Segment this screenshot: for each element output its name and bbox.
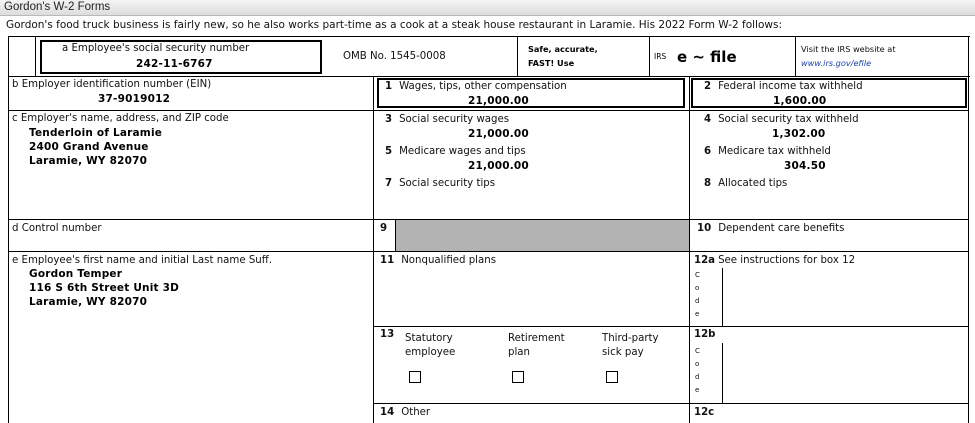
code-letter: C <box>695 347 700 355</box>
box-b-value: 37-9019012 <box>98 93 171 105</box>
window-title: Gordon's W-2 Forms <box>4 1 111 13</box>
code-letter: d <box>695 297 700 305</box>
box-1-label <box>385 81 567 92</box>
box-12b-label <box>694 329 722 340</box>
box-2-value: 1,600.00 <box>773 95 827 107</box>
visit-text <box>801 42 896 70</box>
box-b-label: b Employer identification number (EIN) <box>12 79 212 90</box>
box-8-label <box>704 178 787 189</box>
box-4-value: 1,302.00 <box>772 128 826 140</box>
box-8-num: 8 <box>704 178 712 189</box>
box-12b-num: 12b <box>694 329 716 340</box>
box-12a-code-column <box>689 269 717 321</box>
box-9-label <box>380 223 394 234</box>
employer-city: Laramie, WY 82070 <box>29 155 148 167</box>
box-6-label <box>704 146 831 157</box>
retirement-label: Retirement plan <box>508 333 565 358</box>
employer-address <box>29 126 162 168</box>
box-3-label <box>385 114 509 125</box>
efile-logo: e ~ file <box>677 48 737 66</box>
box-11-label <box>380 255 496 266</box>
box-6-num: 6 <box>704 146 712 157</box>
box-12c-label <box>694 407 721 418</box>
box-a-label: a Employee's social security number <box>62 43 250 54</box>
box-10-num: 10 <box>697 223 712 234</box>
code-letter: o <box>695 284 700 292</box>
box-12b-code-column <box>689 345 717 397</box>
employer-name: Tenderloin of Laramie <box>29 127 163 139</box>
box-12c-num: 12c <box>694 407 715 418</box>
box-9-shaded <box>395 220 689 251</box>
employee-address <box>29 267 179 309</box>
box-2-text: Federal income tax withheld <box>718 81 863 92</box>
box-9-num: 9 <box>380 223 388 234</box>
third-party-sick-pay-checkbox[interactable] <box>606 371 618 383</box>
visit-line-1: Visit the IRS website at <box>801 44 896 54</box>
box-e-label: e Employee's first name and initial Last name Suff. <box>12 255 273 266</box>
box-12a-text: See instructions for box 12 <box>718 255 856 266</box>
statutory-label: Statutory employee <box>405 333 456 358</box>
box-10-text: Dependent care benefits <box>718 223 845 234</box>
statutory-employee-checkbox[interactable] <box>409 371 421 383</box>
box-12a-label <box>694 255 855 266</box>
box-4-label <box>704 114 859 125</box>
box-1-num: 1 <box>385 81 393 92</box>
box-1-text: Wages, tips, other compensation <box>399 81 567 92</box>
code-letter: e <box>695 386 700 394</box>
omb-number: OMB No. 1545-0008 <box>343 51 446 62</box>
box-13-num: 13 <box>380 329 395 340</box>
irs-small: IRS <box>654 52 667 61</box>
box-7-num: 7 <box>385 178 393 189</box>
box-3-text: Social security wages <box>399 114 510 125</box>
box-11-num: 11 <box>380 255 395 266</box>
code-letter: e <box>695 310 700 318</box>
box-2-num: 2 <box>704 81 712 92</box>
box-6-value: 304.50 <box>784 160 826 172</box>
box-4-text: Social security tax withheld <box>718 114 859 125</box>
employee-name: Gordon Temper <box>29 268 123 280</box>
box-2-label <box>704 81 863 92</box>
box-5-label <box>385 146 526 157</box>
box-3-value: 21,000.00 <box>468 128 529 140</box>
box-d-label: d Control number <box>12 223 102 234</box>
box-5-num: 5 <box>385 146 393 157</box>
box-14-text: Other <box>401 407 431 418</box>
window-title-bar <box>0 0 975 16</box>
code-letter: d <box>695 373 700 381</box>
box-7-text: Social security tips <box>399 178 496 189</box>
w2-form <box>0 36 975 423</box>
box-14-label <box>380 407 430 418</box>
irs-efile-link[interactable]: www.irs.gov/efile <box>801 58 872 68</box>
third-party-label: Third-party sick pay <box>602 333 659 358</box>
employee-city: Laramie, WY 82070 <box>29 296 148 308</box>
box-6-text: Medicare tax withheld <box>718 146 831 157</box>
code-letter: o <box>695 360 700 368</box>
retirement-plan-checkbox[interactable] <box>512 371 524 383</box>
box-5-value: 21,000.00 <box>468 160 529 172</box>
box-11-text: Nonqualified plans <box>401 255 497 266</box>
box-c-label: c Employer's name, address, and ZIP code <box>12 113 229 124</box>
box-a-value: 242-11-6767 <box>136 58 213 70</box>
box-10-label <box>697 223 844 234</box>
box-12a-num: 12a <box>694 255 716 266</box>
box-7-label <box>385 178 495 189</box>
box-5-text: Medicare wages and tips <box>399 146 526 157</box>
employee-street: 116 S 6th Street Unit 3D <box>29 282 180 294</box>
box-1-value: 21,000.00 <box>468 95 529 107</box>
safe-line-2: FAST! Use <box>528 58 575 68</box>
intro-text: Gordon's food truck business is fairly new, so he also works part-time as a cook at a steak house restaurant in Laramie. His 2022 Form W-2 follows: <box>6 19 782 31</box>
code-letter: C <box>695 271 700 279</box>
safe-line-1: Safe, accurate, <box>528 44 598 54</box>
box-8-text: Allocated tips <box>718 178 788 189</box>
employer-street: 2400 Grand Avenue <box>29 141 149 153</box>
box-14-num: 14 <box>380 407 395 418</box>
box-3-num: 3 <box>385 114 393 125</box>
box-4-num: 4 <box>704 114 712 125</box>
